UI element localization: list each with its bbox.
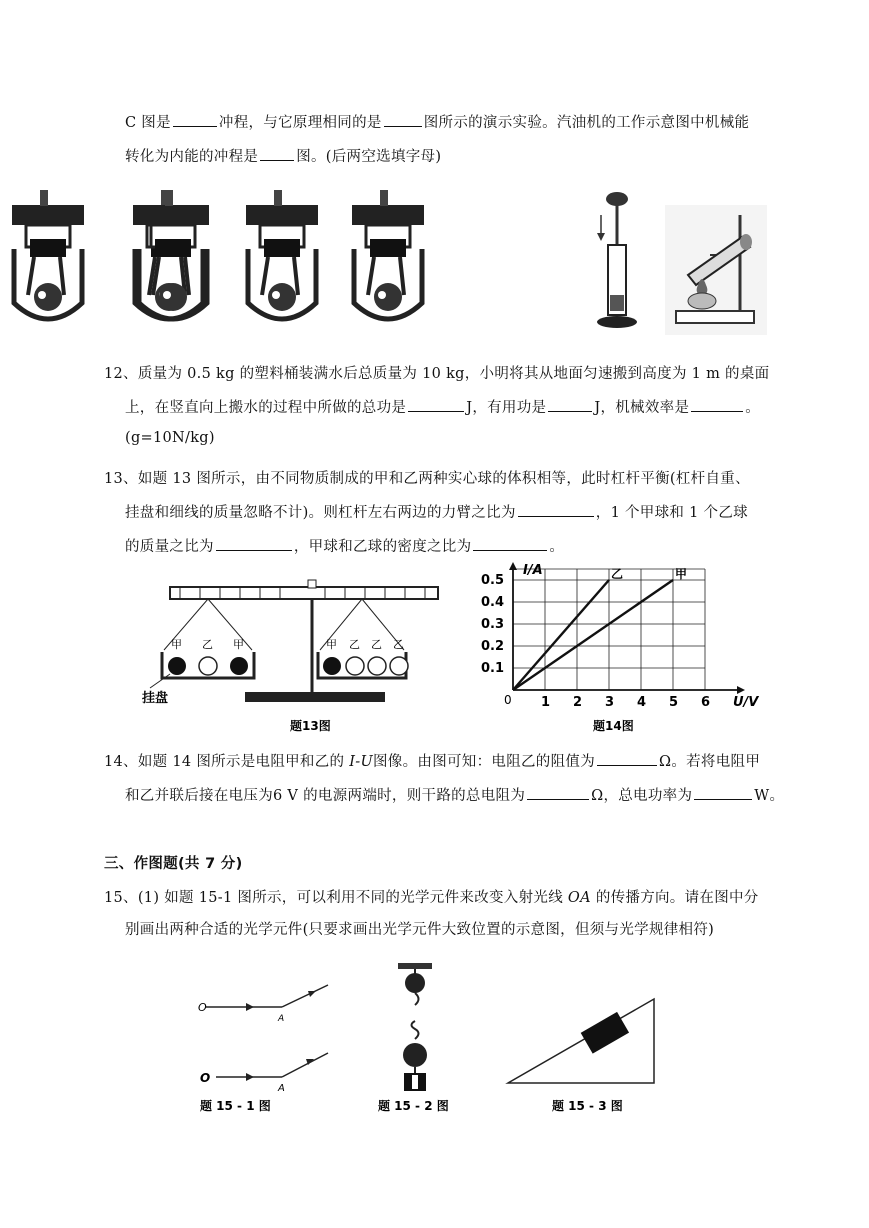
x-tick-label: 2: [573, 695, 583, 710]
air-pump-demo: [597, 192, 637, 328]
fig14-caption: 题14图: [593, 719, 634, 733]
ball-label-right-3: 乙: [371, 638, 382, 651]
engine-diagram: [12, 190, 84, 319]
chart-axes: [509, 562, 745, 694]
y-tick-label: 0.4: [481, 595, 505, 610]
q15-line1: 15、(1) 如题 15-1 图所示，可以利用不同的光学元件来改变入射光线 OA 的传播方向。请在图中分: [104, 890, 759, 906]
ball-label-left-1: 甲: [171, 638, 182, 651]
fig15-1-caption: 题 15 - 1 图: [200, 1099, 271, 1113]
series-label-jia: 甲: [675, 567, 688, 581]
ray2-a-label: A: [278, 1083, 285, 1094]
x-axis-label: U/V: [733, 695, 759, 710]
x-tick-label: 4: [637, 695, 647, 710]
q12-line1: 12、质量为 0.5 kg 的塑料桶装满水后总质量为 10 kg，小明将其从地面匀速搬到高度为 1 m 的桌面: [104, 366, 770, 382]
drawing-figures: [190, 955, 690, 1125]
series-line-jia: [513, 580, 673, 690]
x-tick-label: 1: [541, 695, 551, 710]
q11-line2: 转化为内能的冲程是 图。(后两空选填字母): [125, 145, 441, 166]
q12-blank-2[interactable]: [548, 397, 592, 412]
pan-label: 挂盘: [142, 691, 169, 706]
ball-label-left-2: 乙: [202, 638, 213, 651]
ray2-o-label: O: [200, 1071, 211, 1085]
q14-line2: 和乙并联后接在电压为6 V 的电源两端时，则干路的总电阻为 Ω，总电功率为 W。: [125, 784, 784, 805]
y-axis-label: I/A: [523, 563, 543, 578]
q12-line2: 上，在竖直向上搬水的过程中所做的总功是 J，有用功是 J，机械效率是 。: [125, 396, 760, 417]
series-label-yi: 乙: [611, 567, 624, 581]
q14-blank-3[interactable]: [694, 785, 752, 800]
chart-grid: [513, 569, 705, 690]
iu-chart: [475, 560, 775, 735]
q13-line3: 的质量之比为 ，甲球和乙球的密度之比为 。: [125, 535, 564, 556]
y-tick-label: 0.5: [481, 573, 505, 588]
fig13-caption: 题13图: [290, 719, 331, 733]
fig15-2-caption: 题 15 - 2 图: [378, 1099, 449, 1113]
q13-blank-3[interactable]: [473, 536, 547, 551]
q13-blank-1[interactable]: [518, 502, 594, 517]
q14-blank-2[interactable]: [527, 785, 589, 800]
ball-label-right-1: 甲: [326, 638, 337, 651]
q12-line3: (g=10N/kg): [125, 430, 215, 446]
y-axis-arrow: [509, 562, 517, 570]
lever-figure: [140, 570, 450, 740]
q13-blank-2[interactable]: [216, 536, 292, 551]
fig15-1-light-rays: [198, 985, 328, 1113]
x-tick-label: 3: [605, 695, 615, 710]
ray1-o-label: O: [198, 1001, 207, 1014]
ball-label-right-4: 乙: [393, 638, 404, 651]
engine-stroke-figures: [0, 185, 869, 345]
fig15-3-caption: 题 15 - 3 图: [552, 1099, 623, 1113]
x-axis-arrow: [737, 686, 745, 694]
q14-blank-1[interactable]: [597, 751, 657, 766]
q12-blank-1[interactable]: [408, 397, 464, 412]
test-tube-heating-demo: [665, 205, 767, 335]
q13-line1: 13、如题 13 图所示，由不同物质制成的甲和乙两种实心球的体积相等，此时杠杆平衡(杠杆自重、: [104, 471, 750, 487]
q15-line2: 别画出两种合适的光学元件(只要求画出光学元件大致位置的示意图，但须与光学规律相符): [125, 922, 715, 938]
ball-label-left-3: 甲: [233, 638, 244, 651]
y-tick-label: 0.1: [481, 661, 505, 676]
y-tick-label: 0.2: [481, 639, 505, 654]
q11-line1: C 图是 冲程，与它原理相同的是 图所示的演示实验。汽油机的工作示意图中机械能: [125, 111, 749, 132]
fig15-3-incline: [508, 999, 654, 1113]
q11-blank-1[interactable]: [173, 112, 217, 127]
q14-line1: 14、如题 14 图所示是电阻甲和乙的 I-U图像。由图可知：电阻乙的阻值为 Ω。若将电阻甲: [104, 750, 760, 771]
x-tick-label: 5: [669, 695, 679, 710]
x-tick-label: 6: [701, 695, 711, 710]
ball-label-right-2: 乙: [349, 638, 360, 651]
chart-series: [513, 567, 687, 690]
ray1-a-label: A: [278, 1014, 285, 1024]
q12-blank-3[interactable]: [691, 397, 743, 412]
origin-label: 0: [504, 693, 512, 707]
q11-blank-3[interactable]: [260, 146, 294, 161]
q11-blank-2[interactable]: [384, 112, 422, 127]
fig15-2-hanging-weights: [378, 963, 449, 1113]
section3-heading: 三、作图题(共 7 分): [104, 856, 243, 872]
y-tick-label: 0.3: [481, 617, 505, 632]
q13-line2: 挂盘和细线的质量忽略不计)。则杠杆左右两边的力臂之比为 ，1 个甲球和 1 个乙球: [125, 501, 748, 522]
